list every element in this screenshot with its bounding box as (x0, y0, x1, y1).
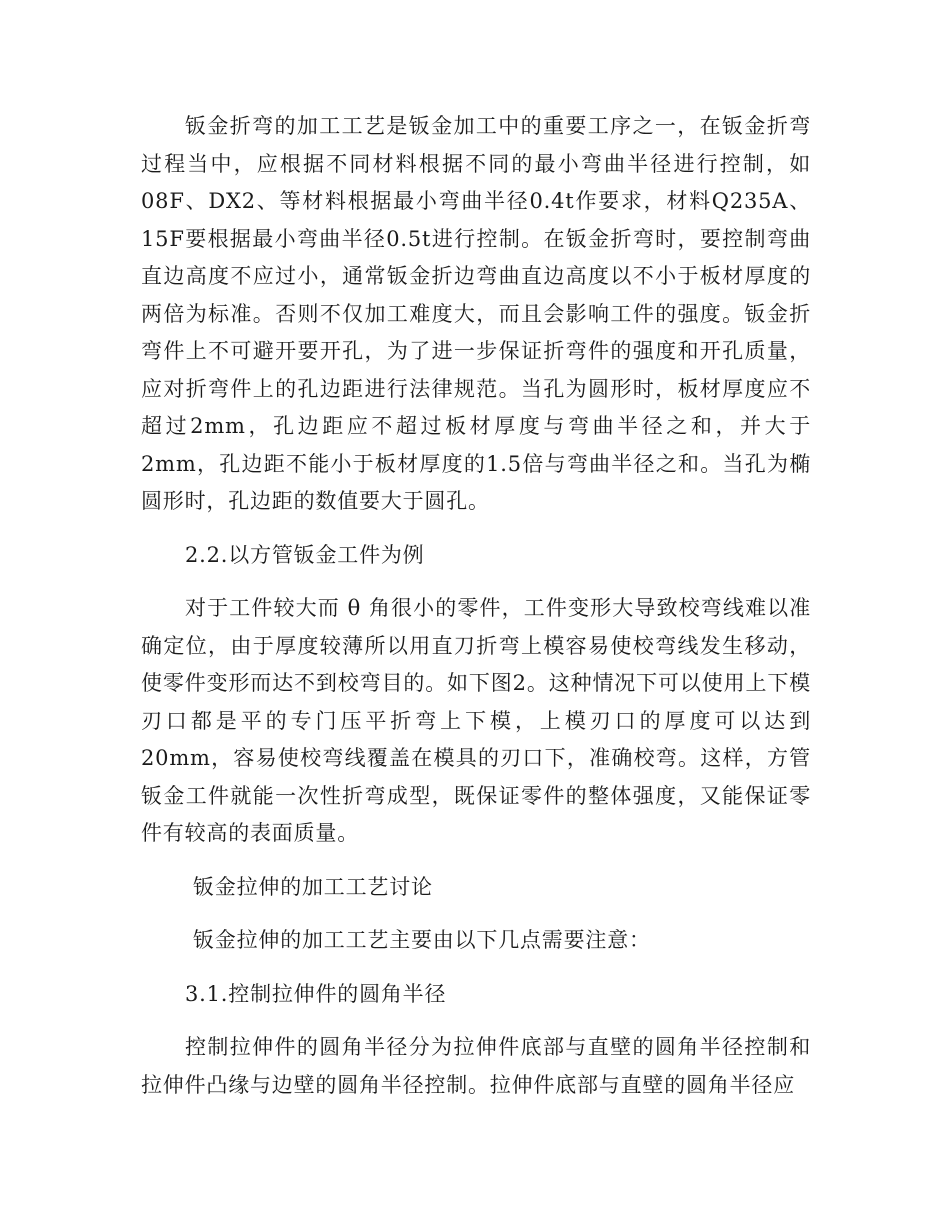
heading-3-1: 3.1.控制拉伸件的圆角半径 (185, 981, 447, 1006)
heading-3-stretching: 钣金拉伸的加工工艺讨论 (193, 874, 433, 899)
paragraph-bending-process: 钣金折弯的加工工艺是钣金加工中的重要工序之一，在钣金折弯过程当中，应根据不同材料根据不同的最小弯曲半径进行控制，如08F、DX2、等材料根据最小弯曲半径0.4t作要求，材料Q235A、15F要根据最小弯曲半径0.5t进行控制。在钣金折弯时，要控制弯曲直边高度不应过小，通常钣金折边弯曲直边高度以不小于板材厚度的两倍为标准。否则不仅加工难度大，而且会影响工件的强度。钣金折弯件上不可避开要开孔，为了进一步保证折弯件的强度和开孔质量，应对折弯件上的孔边距进行法律规范。当孔为圆形时，板材厚度应不超过2mm，孔边距应不超过板材厚度与弯曲半径之和，并大于2mm，孔边距不能小于板材厚度的1.5倍与弯曲半径之和。当孔为椭圆形时，孔边距的数值要大于圆孔。 (141, 114, 811, 513)
document-page (141, 108, 811, 1104)
heading-2-2: 2.2.以方管钣金工件为例 (185, 542, 425, 567)
paragraph-corner-radius: 控制拉伸件的圆角半径分为拉伸件底部与直壁的圆角半径控制和拉伸件凸缘与边壁的圆角半径控制。拉伸件底部与直壁的圆角半径应 (141, 1035, 811, 1097)
paragraph-square-tube: 对于工件较大而 θ 角很小的零件，工件变形大导致校弯线难以准确定位，由于厚度较薄所以用直刀折弯上模容易使校弯线发生移动，使零件变形而达不到校弯目的。如下图2。这种情况下可以使用上下模刃口都是平的专门压平折弯上下模，上模刃口的厚度可以达到20mm，容易使校弯线覆盖在模具的刃口下，准确校弯。这样，方管钣金工件就能一次性折弯成型，既保证零件的整体强度，又能保证零件有较高的表面质量。 (141, 596, 811, 845)
paragraph-stretching-intro: 钣金拉伸的加工工艺主要由以下几点需要注意： (193, 928, 651, 952)
